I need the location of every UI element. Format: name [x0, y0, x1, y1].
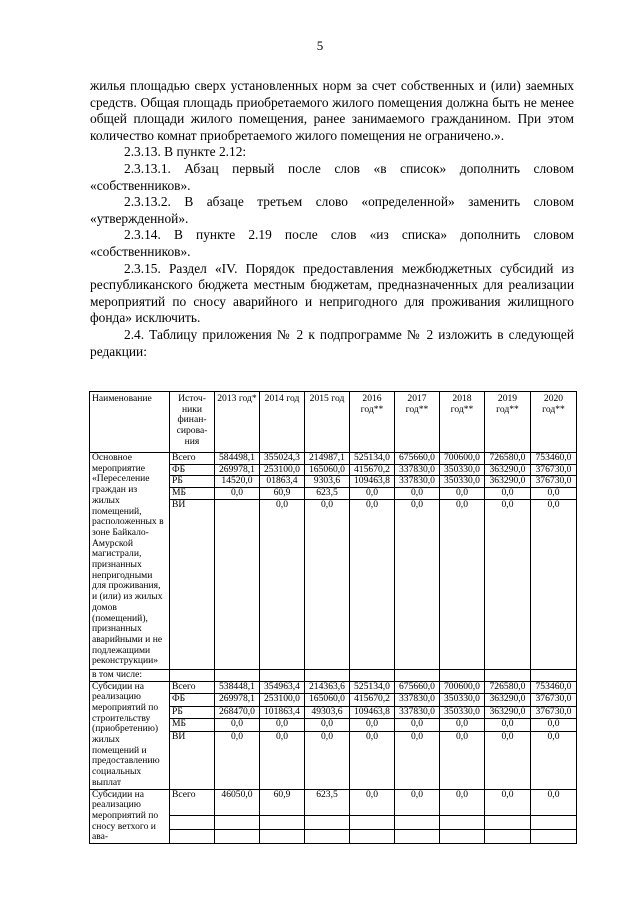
value-cell: 376730,0: [531, 694, 577, 707]
empty-cell: [395, 669, 440, 681]
header-year: 2014 год: [260, 392, 305, 453]
value-cell: 0,0: [350, 731, 395, 789]
empty-cell: [260, 669, 305, 681]
value-cell: 0,0: [395, 499, 440, 669]
empty-cell: [485, 816, 531, 830]
value-cell: 355024,3: [260, 453, 305, 465]
value-cell: 165060,0: [305, 694, 350, 707]
value-cell: 0,0: [350, 488, 395, 500]
value-cell: 350330,0: [440, 464, 485, 476]
page-number: 5: [316, 38, 324, 53]
value-cell: 269978,1: [215, 694, 260, 707]
row-name-cell: Субсидии на реализацию мероприятий по сносу ветхого и ава-: [90, 789, 170, 844]
source-cell: ФБ: [170, 694, 215, 707]
empty-cell: [215, 669, 260, 681]
header-year: 2018 год**: [440, 392, 485, 453]
source-cell: Всего: [170, 681, 215, 694]
table-row: [90, 789, 577, 816]
header-year: 2013 год*: [215, 392, 260, 453]
value-cell: 0,0: [531, 719, 577, 732]
value-cell: 415670,2: [350, 694, 395, 707]
value-cell: 0,0: [260, 719, 305, 732]
value-cell: 376730,0: [531, 464, 577, 476]
value-cell: 101863,4: [260, 706, 305, 719]
source-cell: Всего: [170, 453, 215, 465]
source-cell: РБ: [170, 706, 215, 719]
value-cell: 269978,1: [215, 464, 260, 476]
empty-cell: [440, 669, 485, 681]
paragraph: 2.3.15. Раздел «IV. Порядок предоставления межбюджетных субсидий из республиканского бюджета местным бюджетам, предназначенных для реализации мероприятий по сносу аварийного и непригодного для проживания жилищного фонда» исключить.: [90, 260, 574, 326]
value-cell: 363290,0: [485, 694, 531, 707]
value-cell: 165060,0: [305, 464, 350, 476]
value-cell: 253100,0: [260, 694, 305, 707]
value-cell: 350330,0: [440, 476, 485, 488]
source-cell: ВИ: [170, 499, 215, 669]
value-cell: 700600,0: [440, 681, 485, 694]
value-cell: 0,0: [305, 731, 350, 789]
value-cell: 0,0: [440, 789, 485, 816]
empty-cell: [350, 669, 395, 681]
value-cell: 726580,0: [485, 681, 531, 694]
value-cell: 0,0: [260, 731, 305, 789]
value-cell: 584498,1: [215, 453, 260, 465]
value-cell: 253100,0: [260, 464, 305, 476]
table-row: [90, 669, 577, 681]
value-cell: 0,0: [531, 499, 577, 669]
value-cell: 0,0: [485, 719, 531, 732]
empty-cell: [305, 816, 350, 830]
empty-cell: [531, 830, 577, 844]
value-cell: 9303,6: [305, 476, 350, 488]
value-cell: [215, 499, 260, 669]
value-cell: 354963,4: [260, 681, 305, 694]
empty-cell: [170, 669, 215, 681]
body-text: [90, 78, 574, 360]
value-cell: 337830,0: [395, 464, 440, 476]
value-cell: 0,0: [260, 499, 305, 669]
value-cell: 0,0: [440, 719, 485, 732]
value-cell: 0,0: [485, 731, 531, 789]
value-cell: 376730,0: [531, 476, 577, 488]
empty-cell: [215, 816, 260, 830]
value-cell: 0,0: [485, 499, 531, 669]
empty-cell: [170, 830, 215, 844]
header-year: 2020 год**: [531, 392, 577, 453]
row-name-cell: Основное мероприятие «Переселение граждан из жилых помещений, расположенных в зоне Байкало-Амурской магистрали, признанных непригодными для проживания, и (или) из жилых домов (помещений), признанных аварийными и не подлежащими реконструкции»: [90, 453, 170, 670]
value-cell: 01863,4: [260, 476, 305, 488]
value-cell: 700600,0: [440, 453, 485, 465]
empty-cell: [350, 816, 395, 830]
header-year: 2016 год**: [350, 392, 395, 453]
value-cell: 0,0: [350, 789, 395, 816]
empty-cell: [170, 816, 215, 830]
table-header-row: [90, 392, 577, 453]
value-cell: 0,0: [305, 499, 350, 669]
value-cell: 49303,6: [305, 706, 350, 719]
empty-cell: [350, 830, 395, 844]
table-row: [90, 681, 577, 694]
value-cell: 337830,0: [395, 694, 440, 707]
value-cell: 415670,2: [350, 464, 395, 476]
value-cell: 0,0: [395, 789, 440, 816]
subheading-cell: в том числе:: [90, 669, 170, 681]
value-cell: 0,0: [485, 789, 531, 816]
value-cell: 46050,0: [215, 789, 260, 816]
empty-cell: [395, 816, 440, 830]
value-cell: 363290,0: [485, 464, 531, 476]
value-cell: 0,0: [440, 499, 485, 669]
value-cell: 350330,0: [440, 706, 485, 719]
value-cell: 0,0: [531, 731, 577, 789]
source-cell: ФБ: [170, 464, 215, 476]
paragraph: 2.3.13.2. В абзаце третьем слово «определенной» заменить словом «утвержденной».: [90, 194, 574, 226]
value-cell: 60,9: [260, 488, 305, 500]
empty-cell: [260, 830, 305, 844]
empty-cell: [440, 816, 485, 830]
row-name-cell: Субсидии на реализацию мероприятий по строительству (приобретению) жилых помещений и предоставлению социальных выплат: [90, 681, 170, 789]
header-year: 2015 год: [305, 392, 350, 453]
value-cell: 337830,0: [395, 706, 440, 719]
paragraph: 2.3.14. В пункте 2.19 после слов «из списка» дополнить словом «собственников».: [90, 227, 574, 259]
header-year: 2017 год**: [395, 392, 440, 453]
source-cell: МБ: [170, 719, 215, 732]
value-cell: 0,0: [440, 731, 485, 789]
value-cell: 376730,0: [531, 706, 577, 719]
value-cell: 0,0: [350, 499, 395, 669]
paragraph: 2.3.13. В пункте 2.12:: [124, 144, 247, 160]
empty-cell: [531, 669, 577, 681]
empty-cell: [531, 816, 577, 830]
value-cell: 268470,0: [215, 706, 260, 719]
value-cell: 0,0: [395, 488, 440, 500]
source-cell: РБ: [170, 476, 215, 488]
empty-cell: [485, 830, 531, 844]
empty-cell: [485, 669, 531, 681]
value-cell: 726580,0: [485, 453, 531, 465]
value-cell: 350330,0: [440, 694, 485, 707]
value-cell: 753460,0: [531, 681, 577, 694]
value-cell: 525134,0: [350, 681, 395, 694]
value-cell: 0,0: [485, 488, 531, 500]
paragraph: 2.4. Таблицу приложения № 2 к подпрограмме № 2 изложить в следующей редакции:: [90, 326, 574, 359]
value-cell: 525134,0: [350, 453, 395, 465]
value-cell: 623,5: [305, 488, 350, 500]
value-cell: 14520,0: [215, 476, 260, 488]
value-cell: 363290,0: [485, 476, 531, 488]
header-year: 2019 год**: [485, 392, 531, 453]
value-cell: 109463,8: [350, 706, 395, 719]
value-cell: 0,0: [395, 731, 440, 789]
value-cell: 0,0: [305, 719, 350, 732]
value-cell: 0,0: [531, 488, 577, 500]
value-cell: 0,0: [531, 789, 577, 816]
value-cell: 675660,0: [395, 681, 440, 694]
source-cell: ВИ: [170, 731, 215, 789]
value-cell: 109463,8: [350, 476, 395, 488]
value-cell: 0,0: [350, 719, 395, 732]
value-cell: 675660,0: [395, 453, 440, 465]
value-cell: 363290,0: [485, 706, 531, 719]
empty-cell: [260, 816, 305, 830]
empty-cell: [395, 830, 440, 844]
value-cell: 0,0: [215, 719, 260, 732]
paragraph: 2.3.13.1. Абзац первый после слов «в список» дополнить словом «собственников».: [90, 160, 574, 193]
source-cell: МБ: [170, 488, 215, 500]
value-cell: 214363,6: [305, 681, 350, 694]
funding-table: [89, 391, 577, 844]
value-cell: 0,0: [395, 719, 440, 732]
value-cell: 214987,1: [305, 453, 350, 465]
value-cell: 623,5: [305, 789, 350, 816]
value-cell: 538448,1: [215, 681, 260, 694]
table-row: [90, 453, 577, 465]
source-cell: Всего: [170, 789, 215, 816]
value-cell: 0,0: [215, 731, 260, 789]
value-cell: 60,9: [260, 789, 305, 816]
value-cell: 753460,0: [531, 453, 577, 465]
empty-cell: [305, 669, 350, 681]
value-cell: 0,0: [215, 488, 260, 500]
header-source: Источ-ники финан-сирова-ния: [170, 392, 215, 453]
value-cell: 0,0: [440, 488, 485, 500]
value-cell: 337830,0: [395, 476, 440, 488]
empty-cell: [440, 830, 485, 844]
empty-cell: [215, 830, 260, 844]
header-name: Наименование: [90, 392, 170, 453]
paragraph: жилья площадью сверх установленных норм за счет собственных и (или) заемных средств. Общая площадь приобретаемого жилого помещения должна быть не менее общей площади жилого помещения, ранее занимаемого гражданином. При этом количество комнат приобретаемого жилого помещения не ограничено.».: [90, 78, 574, 143]
empty-cell: [305, 830, 350, 844]
